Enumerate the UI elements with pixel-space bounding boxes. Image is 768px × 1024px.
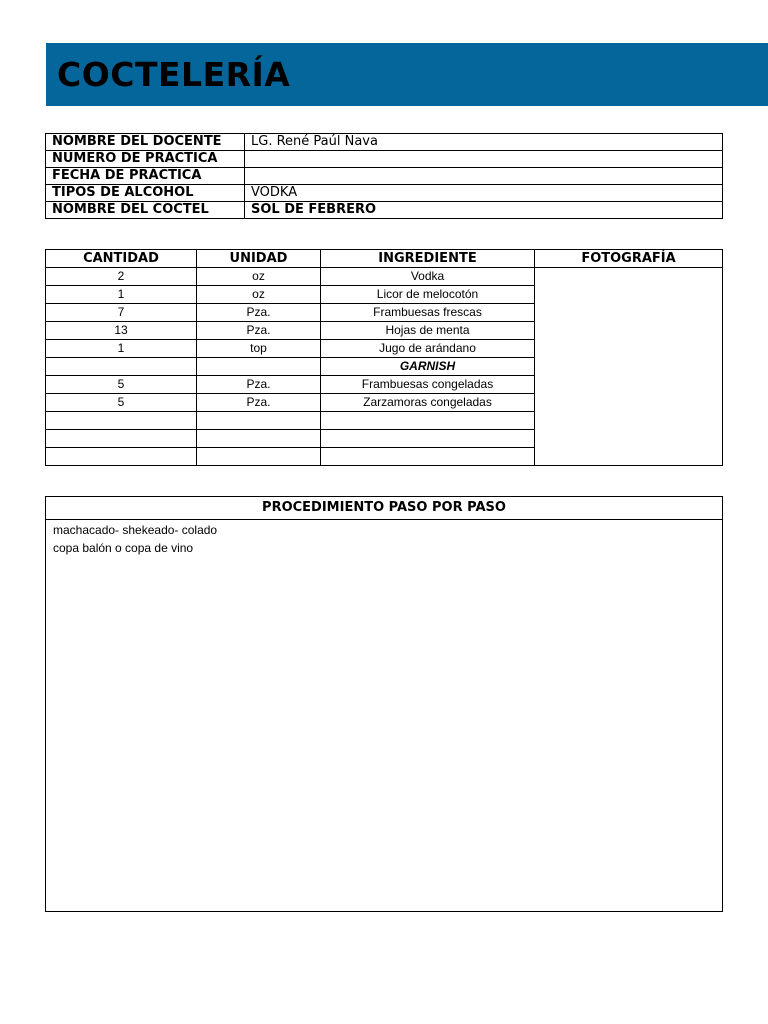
cell-unidad: Pza. — [197, 304, 321, 322]
cell-unidad: Pza. — [197, 376, 321, 394]
value-docente: LG. René Paúl Nava — [245, 134, 723, 151]
cell-ingrediente: Jugo de arándano — [321, 340, 535, 358]
cell-unidad — [197, 412, 321, 430]
table-row — [46, 151, 723, 168]
label-tipos-alcohol: TIPOS DE ALCOHOL — [46, 185, 245, 202]
table-row — [46, 134, 723, 151]
cell-ingrediente: Frambuesas congeladas — [321, 376, 535, 394]
procedure-title: PROCEDIMIENTO PASO POR PASO — [46, 497, 722, 520]
cell-unidad — [197, 448, 321, 466]
value-numero-practica — [245, 151, 723, 168]
cell-unidad — [197, 358, 321, 376]
label-nombre-coctel: NOMBRE DEL COCTEL — [46, 202, 245, 219]
label-numero-practica: NUMERO DE PRÁCTICA — [46, 151, 245, 168]
value-fecha-practica — [245, 168, 723, 185]
photo-cell — [535, 268, 723, 466]
procedure-step: machacado- shekeado- colado — [53, 523, 218, 537]
label-fecha-practica: FECHA DE PRÁCTICA — [46, 168, 245, 185]
cell-ingrediente — [321, 448, 535, 466]
cell-ingrediente — [321, 412, 535, 430]
cell-unidad: Pza. — [197, 322, 321, 340]
table-row — [46, 168, 723, 185]
cell-cantidad — [46, 358, 197, 376]
table-row — [46, 185, 723, 202]
page-title: COCTELERÍA — [57, 55, 291, 94]
cell-cantidad: 13 — [46, 322, 197, 340]
cell-garnish-heading: GARNISH — [321, 358, 535, 376]
header-ingrediente: INGREDIENTE — [321, 250, 535, 268]
cell-ingrediente: Licor de melocotón — [321, 286, 535, 304]
cell-cantidad: 1 — [46, 286, 197, 304]
cell-cantidad: 5 — [46, 394, 197, 412]
cell-ingrediente: Zarzamoras congeladas — [321, 394, 535, 412]
header-unidad: UNIDAD — [197, 250, 321, 268]
ingredients-table — [45, 249, 723, 466]
cell-unidad: Pza. — [197, 394, 321, 412]
cell-cantidad: 7 — [46, 304, 197, 322]
practice-info-table — [45, 133, 723, 219]
cell-unidad: oz — [197, 286, 321, 304]
table-row — [46, 202, 723, 219]
cell-cantidad — [46, 448, 197, 466]
procedure-box — [45, 496, 723, 912]
cell-ingrediente: Hojas de menta — [321, 322, 535, 340]
cell-cantidad — [46, 412, 197, 430]
cell-cantidad — [46, 430, 197, 448]
header-fotografia: FOTOGRAFÍA — [535, 250, 723, 268]
value-nombre-coctel: SOL DE FEBRERO — [245, 202, 723, 219]
procedure-text — [46, 520, 722, 557]
cell-ingrediente: Frambuesas frescas — [321, 304, 535, 322]
table-header-row — [46, 250, 723, 268]
header-cantidad: CANTIDAD — [46, 250, 197, 268]
value-tipos-alcohol: VODKA — [245, 185, 723, 202]
title-banner — [46, 43, 768, 106]
cell-cantidad: 2 — [46, 268, 197, 286]
cell-unidad: oz — [197, 268, 321, 286]
cell-ingrediente: Vodka — [321, 268, 535, 286]
label-docente: NOMBRE DEL DOCENTE — [46, 134, 245, 151]
table-row — [46, 268, 723, 286]
procedure-step: copa balón o copa de vino — [53, 541, 194, 555]
cell-unidad: top — [197, 340, 321, 358]
cell-cantidad: 1 — [46, 340, 197, 358]
cell-unidad — [197, 430, 321, 448]
cell-cantidad: 5 — [46, 376, 197, 394]
cell-ingrediente — [321, 430, 535, 448]
